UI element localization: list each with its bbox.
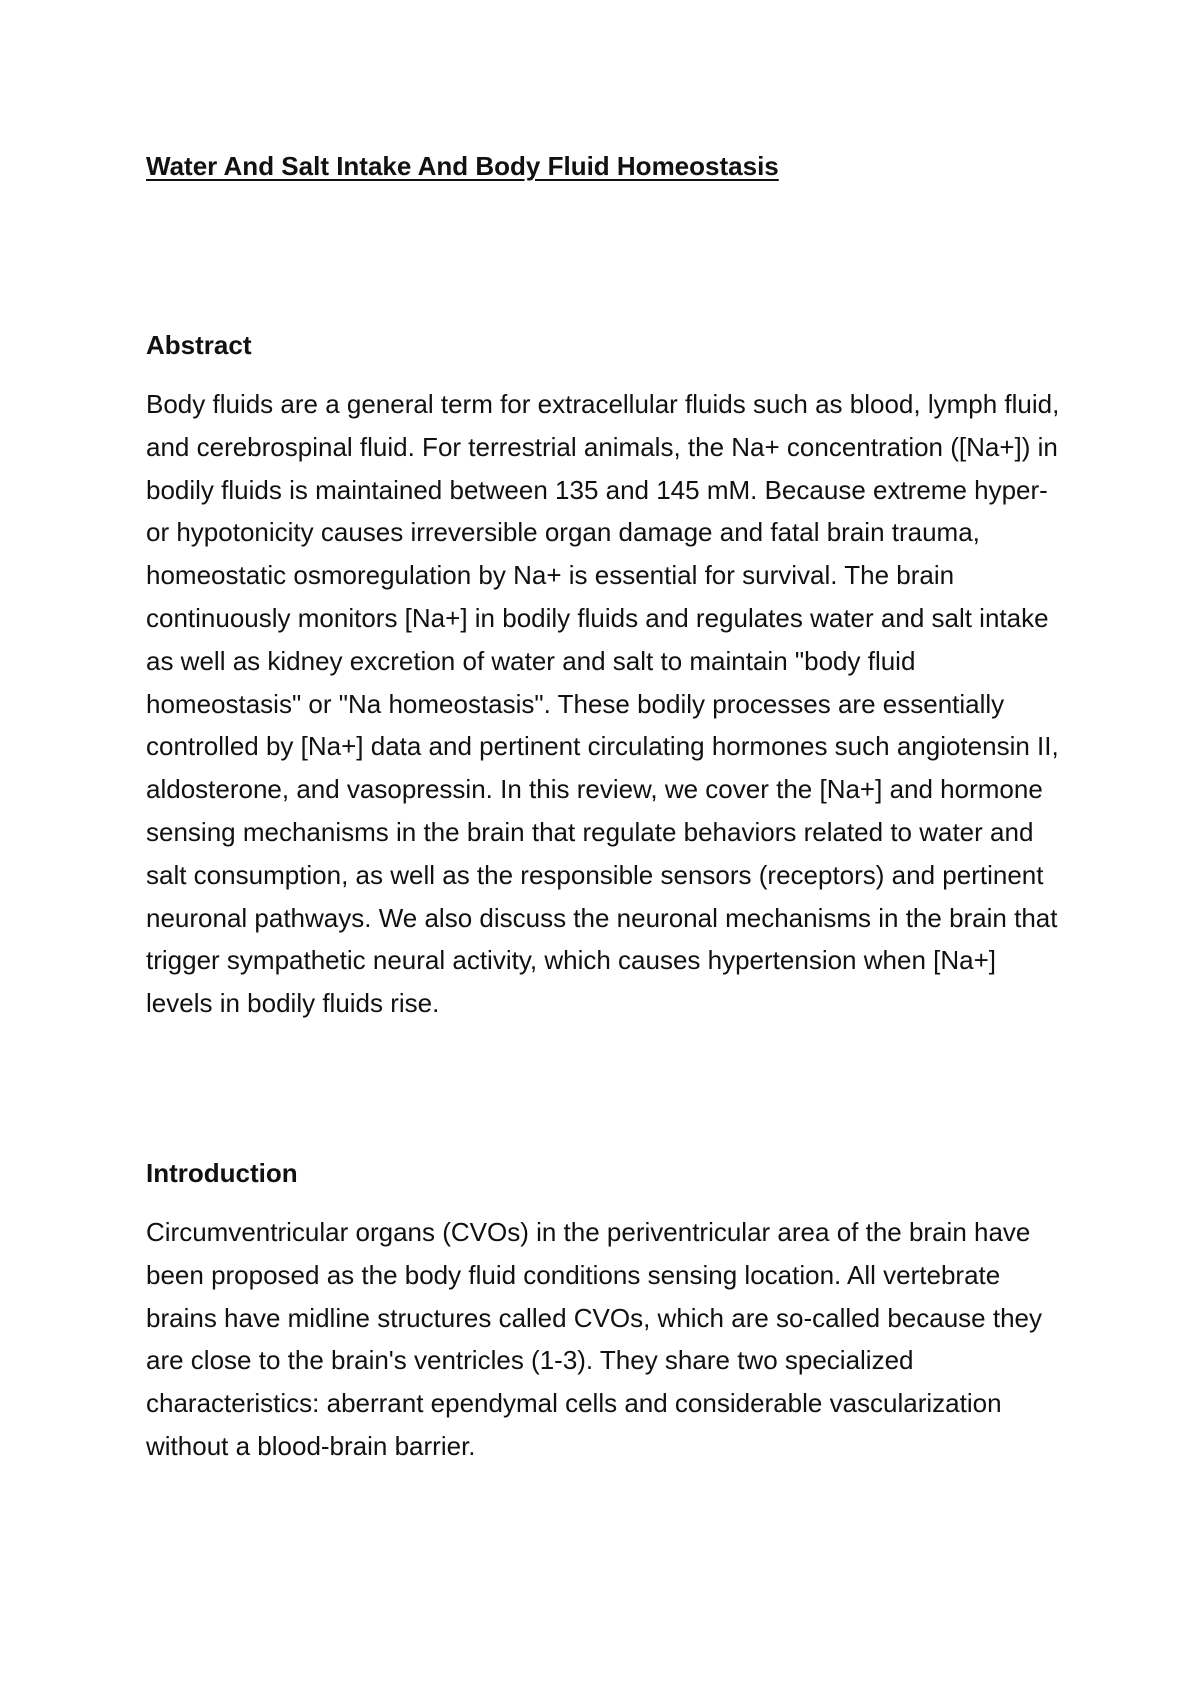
abstract-heading: Abstract: [146, 330, 252, 360]
document-title: Water And Salt Intake And Body Fluid Homeostasis: [146, 151, 779, 181]
introduction-heading: Introduction: [146, 1157, 298, 1188]
document-content: [146, 148, 1066, 1468]
abstract-paragraph: Body fluids are a general term for extracellular fluids such as blood, lymph fluid, and cerebrospinal fluid. For terrestrial animals, the Na+ concentration ([Na+]) in bodily fluids is maintained between 135 and 145 mM. Because extreme hyper- or hypotonicity causes irreversible organ damage and fatal brain trauma, homeostatic osmoregulation by Na+ is essential for survival. The brain continuously monitors [Na+] in bodily fluids and regulates water and salt intake as well as kidney excretion of water and salt to maintain "body fluid homeostasis" or "Na homeostasis". These bodily processes are essentially controlled by [Na+] data and pertinent circulating hormones such angiotensin II, aldosterone, and vasopressin. In this review, we cover the [Na+] and hormone sensing mechanisms in the brain that regulate behaviors related to water and salt consumption, as well as the responsible sensors (receptors) and pertinent neuronal pathways. We also discuss the neuronal mechanisms in the brain that trigger sympathetic neural activity, which causes hypertension when [Na+] levels in bodily fluids rise.: [146, 389, 1060, 1019]
introduction-paragraph: Circumventricular organs (CVOs) in the periventricular area of the brain have been proposed as the body fluid conditions sensing location. All vertebrate brains have midline structures called CVOs, which are so-called because they are close to the brain's ventricles (1-3). They share two specialized characteristics: aberrant ependymal cells and considerable vascularization without a blood-brain barrier.: [146, 1216, 1042, 1461]
